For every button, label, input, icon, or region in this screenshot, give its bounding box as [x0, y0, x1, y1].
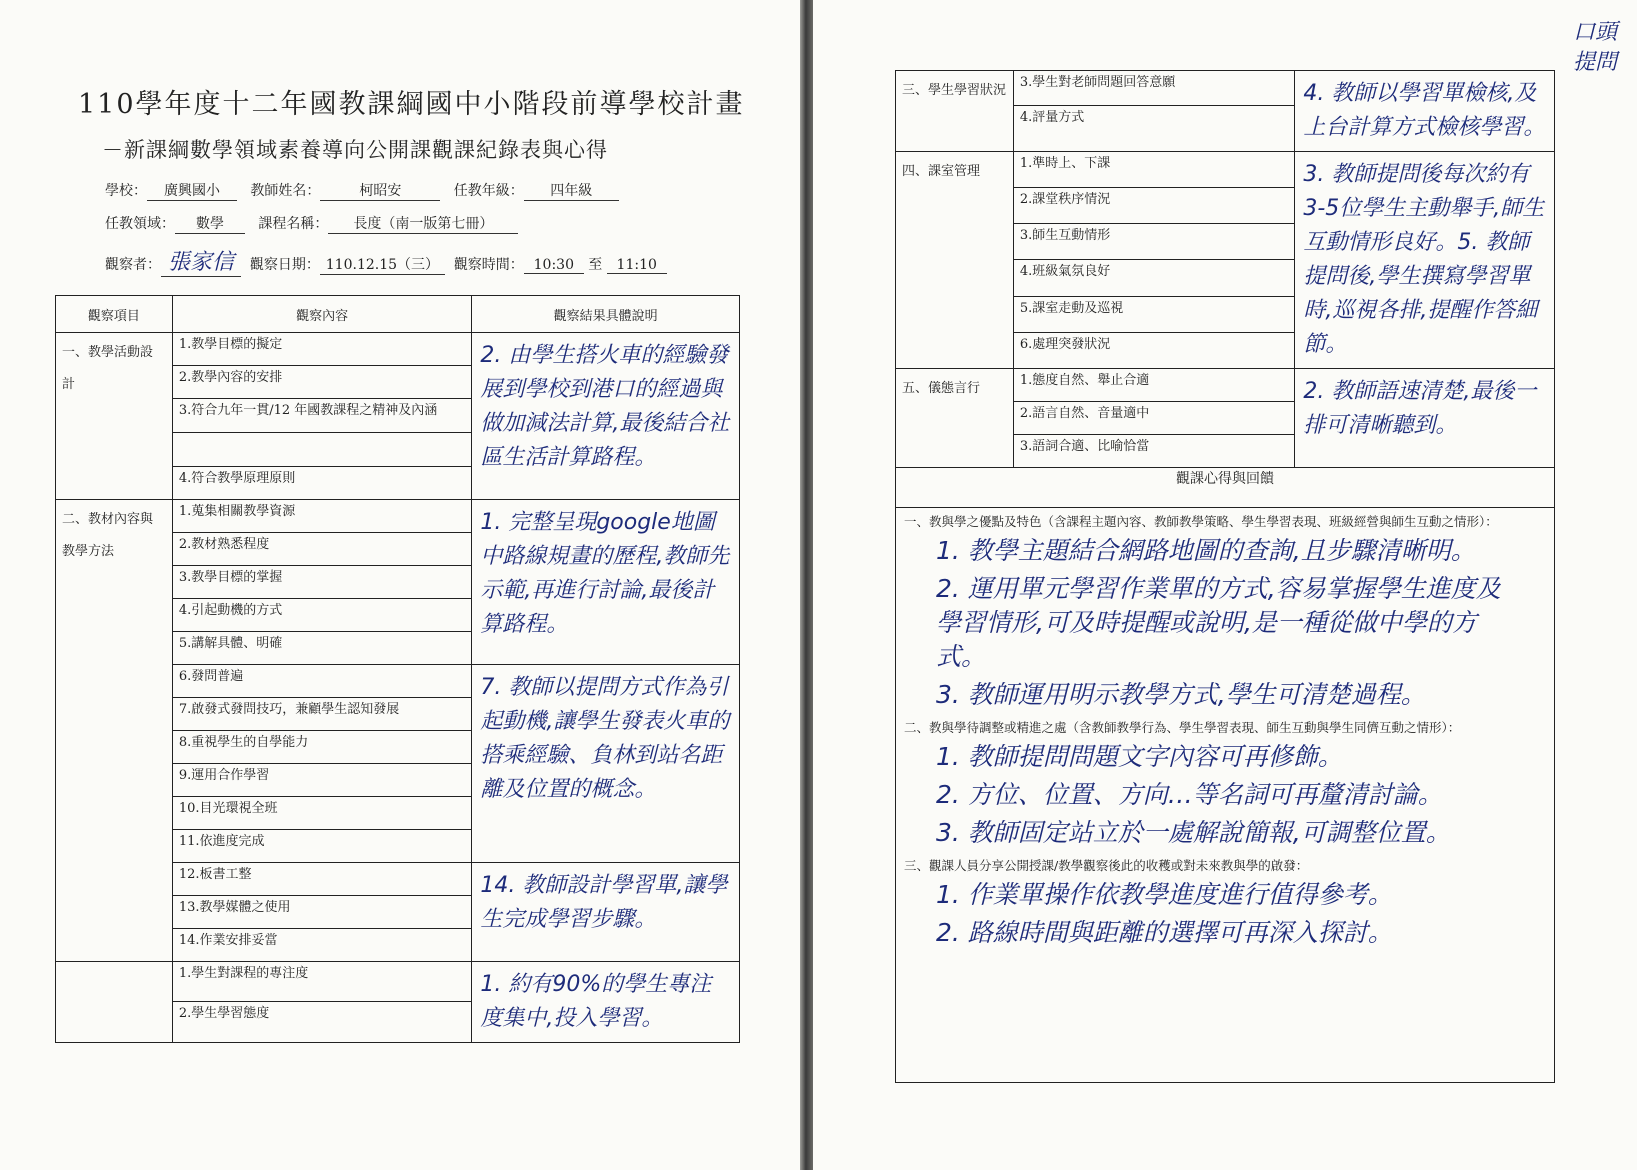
course-value: 長度（南一版第七冊） [328, 213, 518, 234]
obs-item-cont [172, 433, 472, 467]
obs-item: 2.課堂秩序情況 [1013, 188, 1295, 224]
handwritten-note: 7. 教師以提問方式作為引起動機,讓學生發表火車的搭乘經驗、負林到站名距離及位置的概念。 [472, 665, 740, 863]
reflection-answer-3-2: 2. 路線時間與距離的選擇可再深入探討。 [936, 918, 1393, 947]
obs-item: 4.引起動機的方式 [172, 599, 472, 632]
obs-item: 6.處理突發狀況 [1013, 332, 1295, 368]
header-result: 觀察結果具體說明 [472, 296, 740, 333]
obs-item: 13.教學媒體之使用 [172, 896, 472, 929]
header-item: 觀察項目 [56, 296, 173, 333]
reflection-answer-2-3: 3. 教師固定站立於一處解說簡報,可調整位置。 [936, 818, 1451, 847]
obs-item: 4.符合教學原理原則 [172, 467, 472, 500]
section-label: 三、學生學習狀況 [896, 71, 1014, 152]
obs-item: 3.師生互動情形 [1013, 224, 1295, 260]
reflection-answer-1-1: 1. 教學主題結合網路地圖的查詢,且步驟清晰明。 [936, 536, 1476, 565]
time-end: 11:10 [607, 257, 667, 274]
obs-item: 5.課室走動及巡視 [1013, 296, 1295, 332]
obs-item: 7.啟發式發問技巧，兼顧學生認知發展 [172, 698, 472, 731]
obs-item: 12.板書工整 [172, 863, 472, 896]
meta-row-2: 任教領域： 數學 課程名稱： 長度（南一版第七冊） [105, 213, 518, 234]
reflection-question-2: 二、教與學待調整或精進之處（含教師教學行為、學生學習表現、師生互動與學生同儕互動之情形）： [904, 720, 1461, 735]
section-label: 四、課室管理 [896, 152, 1014, 369]
section-label: 一、教學活動設計 [56, 333, 173, 500]
obs-item: 3.符合九年一貫/12 年國教課程之精神及內涵 [172, 399, 472, 433]
handwritten-note: 4. 教師以學習單檢核,及上台計算方式檢核學習。 [1295, 71, 1555, 152]
section-label [56, 962, 173, 1043]
obs-item: 3.教學目標的掌握 [172, 566, 472, 599]
obs-item: 1.學生對課程的專注度 [172, 962, 472, 1002]
obs-item: 6.發問普遍 [172, 665, 472, 698]
reflection-question-1: 一、教與學之優點及特色（含課程主題內容、教師教學策略、學生學習表現、班級經營與師生互動之情形）： [904, 514, 1498, 529]
obs-item: 8.重視學生的自學能力 [172, 731, 472, 764]
obs-item: 4.評量方式 [1013, 105, 1295, 151]
document-title: 110學年度十二年國教課綱國中小階段前導學校計畫 [78, 89, 745, 120]
obs-item: 5.講解具體、明確 [172, 632, 472, 665]
right-page [813, 0, 1637, 1170]
reflection-answer-2-2: 2. 方位、位置、方向…等名詞可再釐清討論。 [936, 780, 1443, 809]
reflection-heading: 觀課心得與回饋 [896, 468, 1555, 508]
handwritten-note: 1. 約有90%的學生專注度集中,投入學習。 [472, 962, 740, 1043]
handwritten-note: 14. 教師設計學習單,讓學生完成學習步驟。 [472, 863, 740, 962]
document-subtitle: －新課綱數學領域素養導向公開課觀課紀錄表與心得 [102, 138, 608, 162]
school-value: 廣興國小 [147, 180, 237, 201]
obs-item: 2.學生學習態度 [172, 1001, 472, 1042]
obs-item: 4.班級氣氛良好 [1013, 260, 1295, 296]
handwritten-note: 2. 教師語速清楚,最後一排可清晰聽到。 [1295, 369, 1555, 468]
section-label: 五、儀態言行 [896, 369, 1014, 468]
domain-value: 數學 [175, 213, 245, 234]
reflection-answer-3-1: 1. 作業單操作依教學進度進行值得參考。 [936, 880, 1393, 909]
meta-row-3: 觀察者： 張家信 觀察日期： 110.12.15（三） 觀察時間： 10:30 至 11:10 [105, 245, 667, 277]
reflection-body [896, 508, 1555, 1083]
obs-item: 1.蒐集相關教學資源 [172, 500, 472, 533]
observation-table-right [895, 70, 1555, 1083]
obs-item: 1.準時上、下課 [1013, 152, 1295, 188]
section-label: 二、教材內容與教學方法 [56, 500, 173, 962]
obs-item: 2.教材熟悉程度 [172, 533, 472, 566]
time-start: 10:30 [524, 257, 584, 274]
obs-item: 2.教學內容的安排 [172, 366, 472, 399]
obs-item: 11.依進度完成 [172, 830, 472, 863]
reflection-answer-2-1: 1. 教師提問問題文字內容可再修飾。 [936, 742, 1343, 771]
obs-item: 14.作業安排妥當 [172, 929, 472, 962]
left-page [0, 0, 800, 1170]
date-value: 110.12.15（三） [320, 254, 445, 275]
obs-item: 1.教學目標的擬定 [172, 333, 472, 366]
obs-item: 1.態度自然、舉止合適 [1013, 369, 1295, 402]
reflection-question-3: 三、觀課人員分享公開授課/教學觀察後此的收穫或對未來教與學的啟發： [904, 858, 1309, 873]
handwritten-note: 3. 教師提問後每次約有3-5位學生主動舉手,師生互動情形良好。5. 教師提問後,學生撰寫學習單時,巡視各排,提醒作答細節。 [1295, 152, 1555, 369]
reflection-answer-1-2: 2. 運用單元學習作業單的方式,容易掌握學生進度及學習情形,可及時提醒或說明,是一種從做中學的方式。 [936, 574, 1501, 671]
obs-item: 10.目光環視全班 [172, 797, 472, 830]
book-spine [800, 0, 813, 1170]
obs-item: 2.語言自然、音量適中 [1013, 402, 1295, 435]
reflection-answer-1-3: 3. 教師運用明示教學方式,學生可清楚過程。 [936, 680, 1426, 709]
obs-item: 3.語詞合適、比喻恰當 [1013, 435, 1295, 468]
margin-note: 口頭提問 [1573, 20, 1618, 75]
teacher-value: 柯昭安 [320, 180, 440, 201]
obs-item: 3.學生對老師問題回答意願 [1013, 71, 1295, 106]
observation-table-left [55, 295, 740, 1043]
handwritten-note: 1. 完整呈現google地圖中路線規畫的歷程,教師先示範,再進行討論,最後計算路程。 [472, 500, 740, 665]
grade-value: 四年級 [524, 180, 619, 201]
header-content: 觀察內容 [172, 296, 472, 333]
handwritten-note: 2. 由學生搭火車的經驗發展到學校到港口的經過與做加減法計算,最後結合社區生活計算路程。 [472, 333, 740, 500]
observer-signature: 張家信 [161, 245, 241, 277]
obs-item: 9.運用合作學習 [172, 764, 472, 797]
meta-row-1: 學校： 廣興國小 教師姓名： 柯昭安 任教年級： 四年級 [105, 180, 619, 201]
